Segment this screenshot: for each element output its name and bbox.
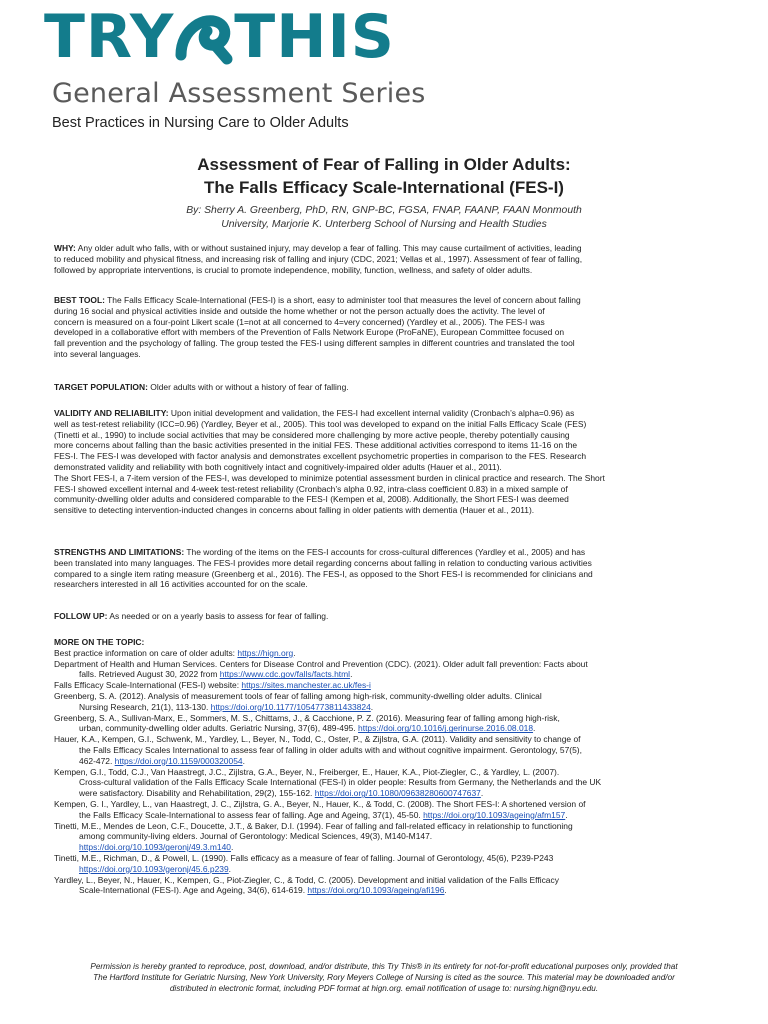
reference-link[interactable]: https://sites.manchester.ac.uk/fes-i — [241, 680, 371, 691]
series-subtitle: Best Practices in Nursing Care to Older Adults — [52, 115, 349, 131]
reference-punctuation: . — [230, 842, 234, 853]
best-tool-line-5: fall prevention and the psychology of falling. The group tested the FES-I using different samples in different countries and translated the tool — [54, 338, 575, 349]
reference-line — [54, 799, 724, 810]
reference-text: the Falls Efficacy Scales International to assess fear of falling in older adults with and without cognitive impairment. Gerontology, 57(5), — [79, 744, 582, 755]
reference-line — [54, 864, 724, 875]
reference-punctuation: . — [242, 755, 245, 766]
reference-punctuation: . — [370, 701, 374, 712]
more-on-topic-section — [54, 637, 724, 896]
reference-line — [54, 788, 724, 799]
reference-text: 462-472. — [79, 755, 115, 766]
validity-line-10: sensitive to detecting intervention-inducted changes in concerns about falling in older patients with dementia (Hauer et al., 2011). — [54, 505, 535, 516]
reference-text: were satisfactory. Disability and Rehabilitation, 29(2), 155-162. — [79, 788, 315, 799]
reference-text: Yardley, L., Beyer, N., Hauer, K., Kempen, G., Piot-Ziegler, C., & Todd, C. (2005). Development and initial validation of the Falls Efficacy — [54, 874, 559, 885]
reference-text: Greenberg, S. A. (2012). Analysis of measurement tools of fear of falling among high-risk, community-dwelling older adults. Clinical — [54, 690, 542, 701]
reference-link[interactable]: https://www.cdc.gov/falls/facts.html — [219, 669, 351, 680]
reference-punctuation: . — [480, 788, 484, 799]
target-line: TARGET POPULATION: Older adults with or without a history of fear of falling. — [54, 382, 349, 392]
reference-text: Tinetti, M.E., Mendes de Leon, C.F., Doucette, J.T., & Baker, D.I. (1994). Fear of falling and fall-related efficacy in relationship to functioning — [54, 820, 573, 831]
reference-link[interactable]: https://doi.org/10.1093/ageing/afi196 — [307, 885, 445, 896]
logo-swoosh-icon — [175, 9, 233, 65]
logo-text-right: THIS — [234, 2, 395, 72]
follow-up-section — [54, 611, 724, 622]
reference-line — [54, 777, 724, 788]
best-tool-line-2: during 16 social and physical activities inside and outside the home whether or not the person actually does the activity. The level of — [54, 305, 545, 316]
validity-line-9: community-dwelling older adults and considered comparable to the FES-I (Kempen et al, 2008). Additionally, the Short FES-I was deemed — [54, 494, 569, 505]
strengths-line-1: STRENGTHS AND LIMITATIONS: The wording of the items on the FES-I accounts for cross-cultural differences (Yardley et al., 2005) and has — [54, 547, 586, 557]
reference-punctuation: . — [533, 723, 536, 734]
why-line-3: followed by appropriate interventions, is crucial to promote independence, mobility, function, wellness, and safety of older adults. — [54, 264, 533, 275]
reference-text: Hauer, K.A., Kempen, G.I., Schwenk, M., Yardley, L., Beyer, N., Todd, C., Oster, P., & Zijlstra, G.A. (2011). Validity and sensitivity to change of — [54, 734, 581, 745]
footer-line-2: The Hartford Institute for Geriatric Nursing, New York University, Rory Meyers College of Nursing is cited as the source. This material may be downloaded and/or — [93, 973, 675, 982]
reference-text: Department of Health and Human Services. Centers for Disease Control and Prevention (CDC). (2021). Older adult fall prevention: Facts about — [54, 658, 588, 669]
validity-line-6: demonstrated validity and reliability with both cognitively intact and cognitively-impaired older adults (Hauer et al., 2011). — [54, 461, 502, 472]
series-title: General Assessment Series — [52, 78, 426, 109]
validity-label: VALIDITY AND RELIABILITY: — [54, 408, 169, 418]
reference-link[interactable]: https://doi.org/10.1093/ageing/afm157 — [423, 809, 566, 820]
best-tool-line-1: BEST TOOL: The Falls Efficacy Scale-International (FES-I) is a short, easy to administer tool that measures the level of concern about falling — [54, 295, 581, 305]
follow-up-label: FOLLOW UP: — [54, 611, 108, 621]
why-section — [54, 243, 724, 275]
reference-text: Kempen, G.I., Todd, C.J., Van Haastregt, J.C., Zijlstra, G.A., Beyer, N., Freiberger, E., Hauer, K.A., Piot-Ziegler, C., & Yardley, L. (2007). — [54, 766, 560, 777]
reference-line — [54, 831, 724, 842]
why-line-1: WHY: Any older adult who falls, with or without sustained injury, may develop a fear of falling. This may cause curtailment of activities, leading — [54, 243, 582, 253]
reference-line — [54, 702, 724, 713]
reference-link[interactable]: https://doi.org/10.1093/geronj/45.6.p239 — [79, 863, 229, 874]
reference-line — [54, 723, 724, 734]
target-label: TARGET POPULATION: — [54, 382, 148, 392]
logo-text-left: TRY — [44, 2, 175, 72]
reference-punctuation: . — [293, 647, 296, 658]
best-tool-section — [54, 295, 724, 360]
reference-line — [54, 885, 724, 896]
follow-up-line: FOLLOW UP: As needed or on a yearly basis to assess for fear of falling. — [54, 611, 329, 621]
reference-punctuation: . — [228, 863, 232, 874]
reference-text: urban, community-dwelling older adults. Geriatric Nursing, 37(6), 489-495. — [79, 723, 359, 734]
reference-link[interactable]: https://doi.org/10.1016/j.gerinurse.2016.08.018 — [358, 723, 534, 734]
document-title-line-1: Assessment of Fear of Falling in Older Adults: — [197, 155, 571, 174]
reference-text: Tinetti, M.E., Richman, D., & Powell, L. (1990). Falls efficacy as a measure of fear of falling. Journal of Gerontology, 45(6), P239-P243 — [54, 852, 554, 863]
reference-text: among community-living elders. Journal of Gerontology: Medical Sciences, 49(3), M140-M147. — [79, 831, 433, 842]
best-tool-line-3: concern is measured on a four-point Likert scale (1=not at all concerned to 4=very concerned) (Yardley et al., 2005). The FES-I was — [54, 316, 545, 327]
reference-link[interactable]: https://hign.org — [237, 647, 294, 658]
reference-line — [54, 659, 724, 670]
reference-text: Cross-cultural validation of the Falls Efficacy Scale International (FES-I) in older people: Results from Germany, the Netherlands and the UK — [79, 777, 602, 788]
permission-footer — [40, 961, 728, 994]
strengths-line-4: researchers interested in all 16 activities accounted for on the scale. — [54, 579, 308, 590]
reference-link[interactable]: https://doi.org/10.1080/09638280600747637 — [314, 788, 481, 799]
best-tool-label: BEST TOOL: — [54, 295, 105, 305]
validity-line-8: FES-I showed excellent internal and 4-week test-retest reliability (Cronbach’s alpha 0.92, intra-class coefficient 0.83) in a mixed sample of — [54, 483, 568, 494]
validity-line-7: The Short FES-I, a 7-item version of the FES-I, was developed to minimize potential assessment burden in clinical practice and research. The Short — [54, 472, 605, 483]
reference-link[interactable]: https://doi.org/10.1093/geronj/49.3.m140 — [79, 842, 231, 853]
document-title-line-2: The Falls Efficacy Scale-International (FES-I) — [204, 178, 564, 197]
more-on-topic-label: MORE ON THE TOPIC: — [54, 637, 145, 647]
reference-text: Kempen, G. I., Yardley, L., van Haastregt, J. C., Zijlstra, G. A., Beyer, N., Hauer, K., & Todd, C. (2008). The Short FES-I: A shortened version of — [54, 798, 586, 809]
why-label: WHY: — [54, 243, 76, 253]
try-this-logo — [44, 2, 395, 72]
reference-text: Best practice information on care of older adults: — [54, 647, 238, 658]
reference-text: Scale-International (FES-I). Age and Ageing, 34(6), 614-619. — [79, 885, 308, 896]
target-population-section — [54, 382, 724, 393]
validity-line-3: (Tinetti et al., 1990) to include social activities that may be considered more challenging by more active people, thereby potentially causing — [54, 429, 570, 440]
reference-punctuation: . — [350, 669, 353, 680]
reference-line — [54, 734, 724, 745]
strengths-line-3: compared to a single item rating measure (Greenberg et al., 2016). The FES-I, as opposed to the Short FES-I is recommended for clinicians and — [54, 568, 593, 579]
validity-line-4: more concerns about falling than the basic activities presented in the initial FES. These additional activities correspond to items 11-16 on the — [54, 440, 578, 451]
reference-line — [54, 842, 724, 853]
reference-text: Falls Efficacy Scale-International (FES-I) website: — [54, 680, 242, 691]
reference-line — [54, 648, 724, 659]
reference-punctuation: . — [444, 885, 447, 896]
validity-line-5: FES-I. The FES-I was developed with factor analysis and demonstrates excellent psychometric properties in comparison to the FES. Research — [54, 451, 587, 462]
reference-line — [54, 691, 724, 702]
reference-line — [54, 680, 724, 691]
reference-text: the Falls Efficacy Scale-International to assess fear of falling. Age and Ageing, 37(1), 45-50. — [79, 809, 424, 820]
footer-line-3: distributed in electronic format, including PDF format at hign.org. email notification of usage to: nursing.hign@nyu.edu. — [169, 984, 599, 993]
reference-line — [54, 821, 724, 832]
reference-text: falls. Retrieved August 30, 2022 from — [79, 669, 220, 680]
strengths-section — [54, 547, 724, 590]
reference-line — [54, 669, 724, 680]
reference-text: Nursing Research, 21(1), 113-130. — [79, 701, 211, 712]
reference-line — [54, 767, 724, 778]
reference-line — [54, 745, 724, 756]
reference-line — [54, 810, 724, 821]
reference-punctuation: . — [565, 809, 568, 820]
reference-link[interactable]: https://doi.org/10.1159/000320054 — [114, 755, 243, 766]
reference-line — [54, 853, 724, 864]
reference-line — [54, 713, 724, 724]
best-tool-line-6: into several languages. — [54, 348, 141, 359]
best-tool-line-4: developed in a collaborative effort with members of the Prevention of Falls Network Europe (ProFaNE), European Committee focused on — [54, 327, 565, 338]
why-line-2: to reduced mobility and physical fitness, and increasing risk of falling and injury (CDC, 2021; Vellas et al., 1997). Assessment of fear of falling, — [54, 253, 583, 264]
strengths-label: STRENGTHS AND LIMITATIONS: — [54, 547, 185, 557]
footer-line-1: Permission is hereby granted to reproduce, post, download, and/or distribute, this Try This® in its entirety for not-for-profit educational purposes only, provided that — [90, 962, 678, 971]
byline-line-1: By: Sherry A. Greenberg, PhD, RN, GNP-BC, FGSA, FNAP, FAANP, FAAN Monmouth — [186, 205, 582, 216]
validity-line-2: well as test-retest reliability (ICC=0.96) (Yardley, Beyer et al., 2005). This tool was developed to expand on the initial Falls Efficacy Scale (FES) — [54, 418, 587, 429]
reference-link[interactable]: https://doi.org/10.1177/1054773811433824 — [210, 701, 371, 712]
reference-list — [54, 648, 724, 896]
byline-line-2: University, Marjorie K. Unterberg School of Nursing and Health Studies — [221, 219, 547, 230]
validity-line-1: VALIDITY AND RELIABILITY: Upon initial development and validation, the FES-I had excellent internal validity (Cronbach’s alpha=0.96) as — [54, 408, 575, 418]
strengths-line-2: been translated into many languages. The FES-I provides more detail regarding concerns about falling in relation to conducting various activities — [54, 557, 592, 568]
reference-line — [54, 875, 724, 886]
validity-section — [54, 408, 724, 516]
reference-line — [54, 756, 724, 767]
reference-text: Greenberg, S. A., Sullivan-Marx, E., Sommers, M. S., Chittams, J., & Cacchione, P. Z. (2016). Measuring fear of falling among high-risk, — [54, 712, 560, 723]
